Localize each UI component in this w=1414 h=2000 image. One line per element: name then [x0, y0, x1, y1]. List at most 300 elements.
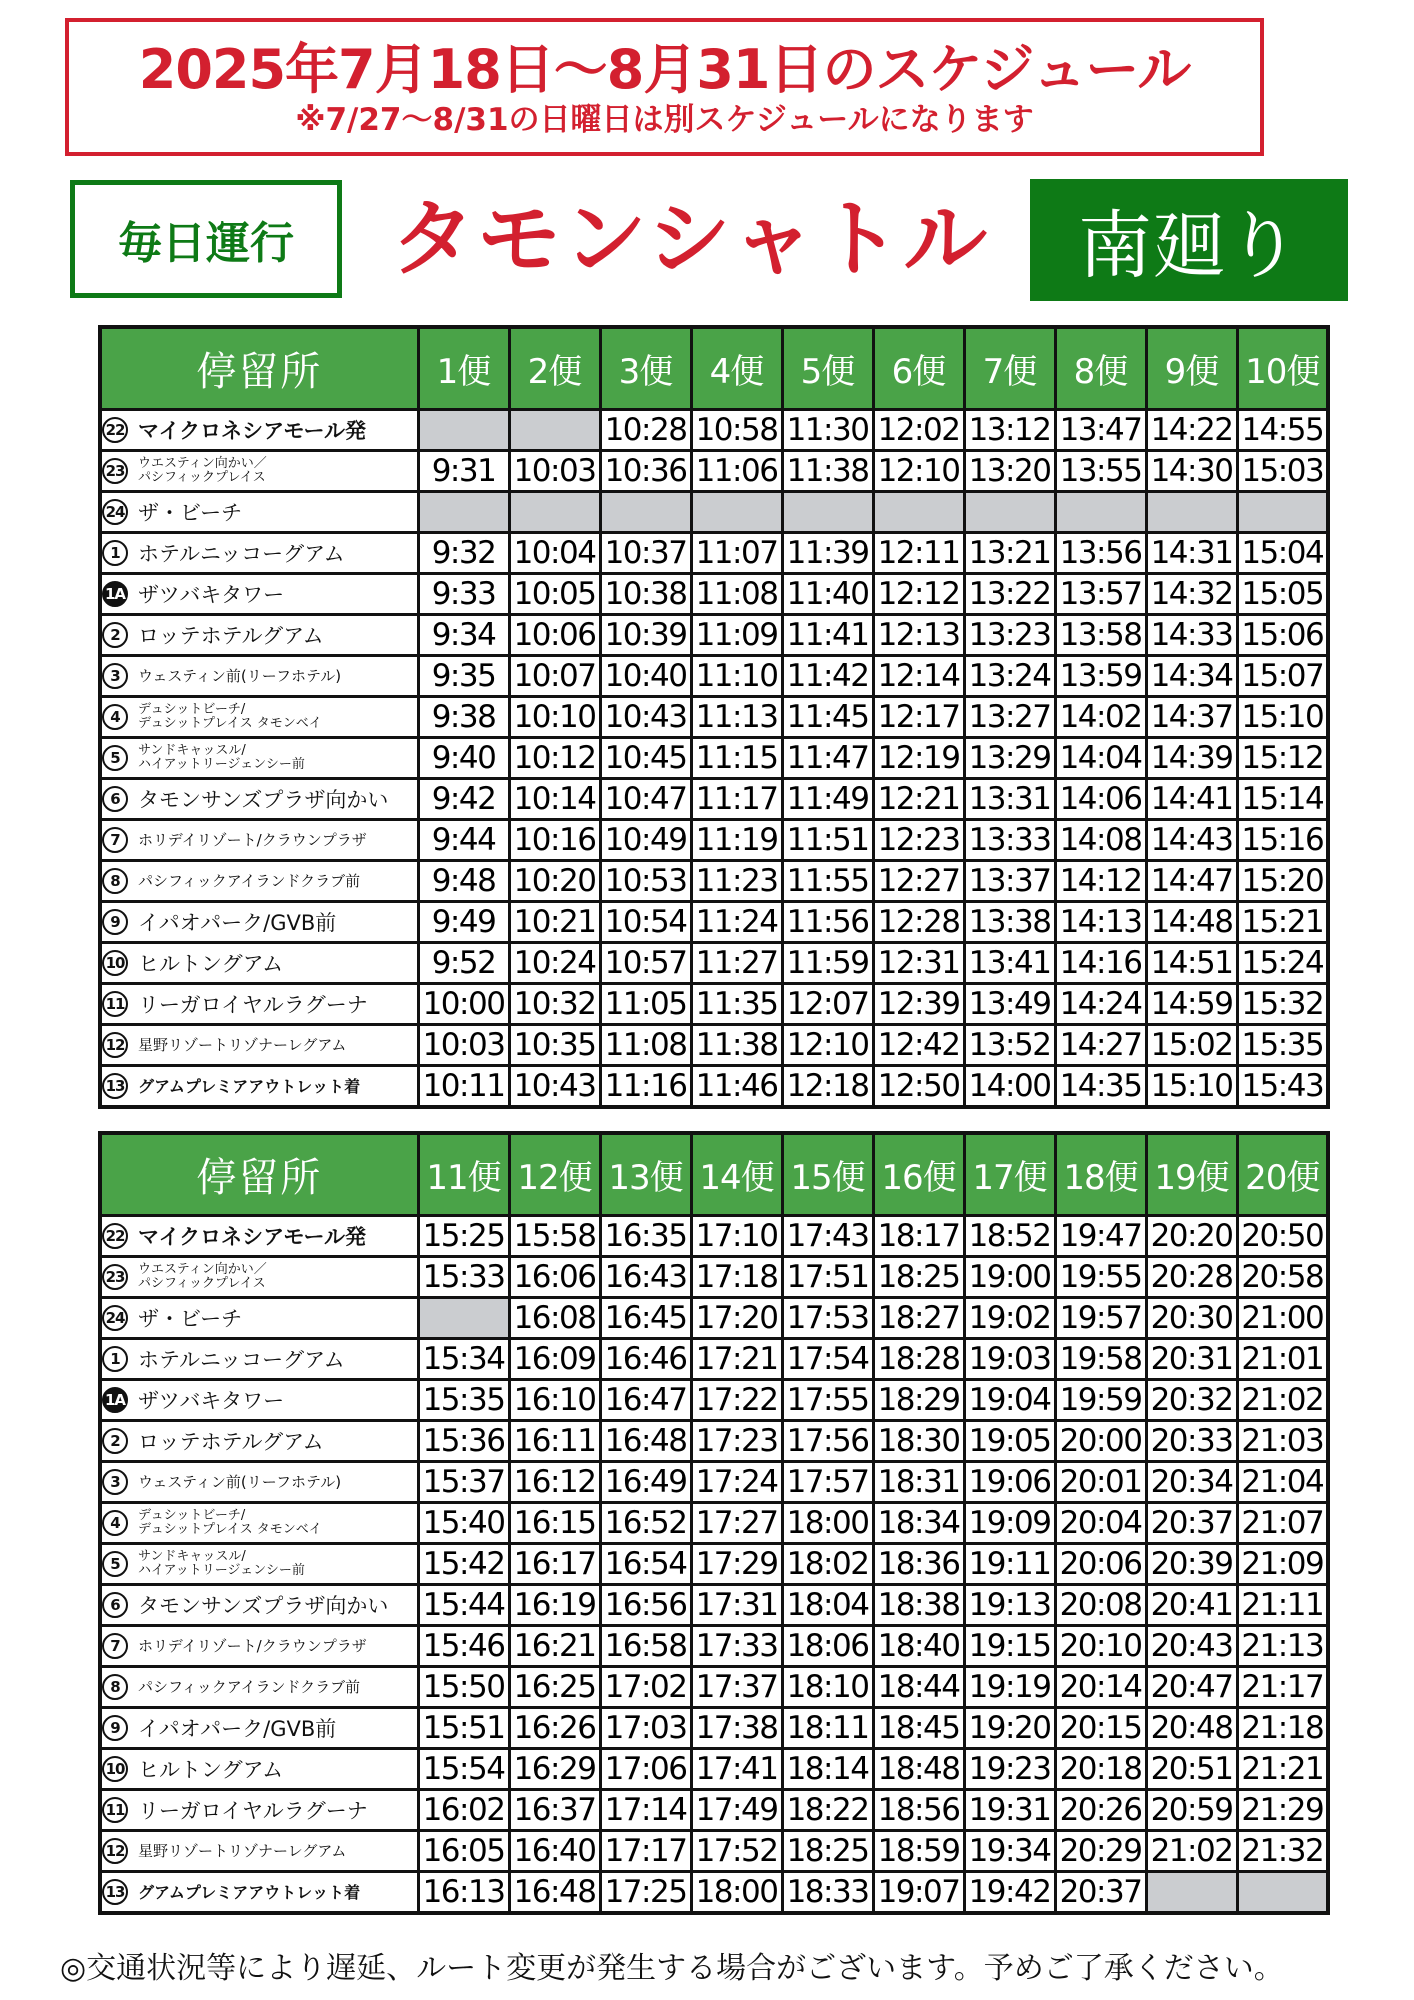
time-cell: 21:02 — [1146, 1830, 1237, 1871]
time-cell: 20:59 — [1146, 1789, 1237, 1830]
trip-header: 2便 — [509, 327, 600, 409]
stop-name: パシフィックアイランドクラブ前 — [138, 872, 361, 890]
stop-name: パシフィックアイランドクラブ前 — [138, 1678, 361, 1696]
time-cell: 14:06 — [1055, 778, 1146, 819]
stop-name: リーガロイヤルラグーナ — [138, 992, 368, 1017]
stop-name-cell — [100, 1215, 418, 1256]
time-cell: 21:13 — [1237, 1625, 1328, 1666]
time-cell: 9:31 — [418, 450, 509, 491]
time-cell: 10:10 — [509, 696, 600, 737]
time-cell: 10:38 — [600, 573, 691, 614]
time-cell: 20:43 — [1146, 1625, 1237, 1666]
time-cell: 15:05 — [1237, 573, 1328, 614]
time-cell: 15:16 — [1237, 819, 1328, 860]
trip-header: 18便 — [1055, 1133, 1146, 1215]
time-cell: 20:58 — [1237, 1256, 1328, 1297]
stop-name-line: ウエスティン向かい／ — [138, 455, 267, 471]
time-cell: 9:40 — [418, 737, 509, 778]
stop-number-icon: 8 — [102, 868, 128, 894]
stop-number-icon: 7 — [102, 827, 128, 853]
time-cell: 20:01 — [1055, 1461, 1146, 1502]
time-cell: 19:47 — [1055, 1215, 1146, 1256]
trip-header: 7便 — [964, 327, 1055, 409]
time-cell: 20:31 — [1146, 1338, 1237, 1379]
stop-name-line: ハイアットリージェンシー前 — [138, 1562, 305, 1578]
trip-header: 4便 — [691, 327, 782, 409]
table-row — [100, 1748, 1328, 1789]
stop-number-icon: 2 — [102, 1428, 128, 1454]
stop-name-cell — [100, 778, 418, 819]
stop-name: グアムプレミアアウトレット着 — [138, 1077, 361, 1096]
time-cell: 11:30 — [782, 409, 873, 450]
time-cell: 18:44 — [873, 1666, 964, 1707]
stop-name: イパオパーク/GVB前 — [138, 1716, 337, 1741]
time-cell: 18:14 — [782, 1748, 873, 1789]
time-cell: 17:02 — [600, 1666, 691, 1707]
time-cell: 17:03 — [600, 1707, 691, 1748]
time-cell: 17:54 — [782, 1338, 873, 1379]
time-cell: 10:28 — [600, 409, 691, 450]
time-cell: 17:18 — [691, 1256, 782, 1297]
time-cell: 13:29 — [964, 737, 1055, 778]
time-cell: 18:10 — [782, 1666, 873, 1707]
time-cell: 21:01 — [1237, 1338, 1328, 1379]
stop-name: ザ・ビーチ — [138, 500, 243, 525]
stop-name — [138, 1509, 322, 1537]
time-cell: 17:55 — [782, 1379, 873, 1420]
stop-number-icon: 24 — [102, 1305, 128, 1331]
table-row — [100, 573, 1328, 614]
time-cell: 14:08 — [1055, 819, 1146, 860]
trip-header: 9便 — [1146, 327, 1237, 409]
trip-header: 14便 — [691, 1133, 782, 1215]
stop-number-icon: 5 — [102, 745, 128, 771]
time-cell: 19:57 — [1055, 1297, 1146, 1338]
time-cell: 21:18 — [1237, 1707, 1328, 1748]
time-cell: 9:38 — [418, 696, 509, 737]
time-cell: 9:33 — [418, 573, 509, 614]
stop-name: ヒルトングアム — [138, 1757, 284, 1782]
stop-number-icon: 7 — [102, 1633, 128, 1659]
time-cell: 12:14 — [873, 655, 964, 696]
trip-header: 5便 — [782, 327, 873, 409]
time-cell: 10:16 — [509, 819, 600, 860]
time-cell: 21:00 — [1237, 1297, 1328, 1338]
time-cell: 12:27 — [873, 860, 964, 901]
table-row — [100, 696, 1328, 737]
time-cell: 12:19 — [873, 737, 964, 778]
time-cell: 20:10 — [1055, 1625, 1146, 1666]
time-cell: 11:09 — [691, 614, 782, 655]
time-cell: 20:39 — [1146, 1543, 1237, 1584]
stop-name-cell — [100, 860, 418, 901]
time-cell: 10:53 — [600, 860, 691, 901]
stop-name-cell — [100, 450, 418, 491]
time-cell: 17:43 — [782, 1215, 873, 1256]
stop-number-icon: 11 — [102, 991, 128, 1017]
stop-name: ウェスティン前(リーフホテル) — [138, 667, 342, 685]
table-row — [100, 737, 1328, 778]
time-cell: 18:40 — [873, 1625, 964, 1666]
time-cell: 21:17 — [1237, 1666, 1328, 1707]
stop-number-icon: 3 — [102, 1469, 128, 1495]
time-cell: 20:18 — [1055, 1748, 1146, 1789]
time-cell: 21:21 — [1237, 1748, 1328, 1789]
time-cell: 10:03 — [418, 1024, 509, 1065]
time-cell: 20:48 — [1146, 1707, 1237, 1748]
trip-header: 8便 — [1055, 327, 1146, 409]
stop-name-cell — [100, 1789, 418, 1830]
time-cell: 14:34 — [1146, 655, 1237, 696]
time-cell: 9:34 — [418, 614, 509, 655]
trip-header: 12便 — [509, 1133, 600, 1215]
stop-number-icon: 4 — [102, 704, 128, 730]
time-cell: 16:29 — [509, 1748, 600, 1789]
table-row — [100, 1215, 1328, 1256]
time-cell: 16:35 — [600, 1215, 691, 1256]
time-cell: 11:17 — [691, 778, 782, 819]
time-cell: 10:47 — [600, 778, 691, 819]
footer-notice: ◎交通状況等により遅延、ルート変更が発生する場合がございます。予めご了承ください。 — [60, 1951, 1284, 1986]
time-cell: 20:34 — [1146, 1461, 1237, 1502]
time-cell: 10:54 — [600, 901, 691, 942]
time-cell: 10:12 — [509, 737, 600, 778]
time-cell: 21:07 — [1237, 1502, 1328, 1543]
stop-number-icon: 6 — [102, 1592, 128, 1618]
stop-number-icon: 1A — [102, 581, 128, 607]
stop-name-line: サンドキャッスル/ — [138, 742, 246, 758]
time-cell: 20:06 — [1055, 1543, 1146, 1584]
stop-name: ザツバキタワー — [138, 1388, 285, 1413]
stop-number-icon: 8 — [102, 1674, 128, 1700]
time-cell: 13:41 — [964, 942, 1055, 983]
time-cell: 11:38 — [691, 1024, 782, 1065]
stop-name-cell — [100, 1256, 418, 1297]
stop-name-cell — [100, 1625, 418, 1666]
time-cell: 12:21 — [873, 778, 964, 819]
time-cell: 12:50 — [873, 1065, 964, 1107]
time-cell: 14:24 — [1055, 983, 1146, 1024]
time-cell: 14:48 — [1146, 901, 1237, 942]
time-cell: 11:27 — [691, 942, 782, 983]
stop-number-icon: 13 — [102, 1879, 128, 1905]
time-cell: 17:24 — [691, 1461, 782, 1502]
stop-name-cell — [100, 696, 418, 737]
no-service-cell — [600, 491, 691, 532]
table-row — [100, 1379, 1328, 1420]
time-cell: 17:31 — [691, 1584, 782, 1625]
time-cell: 19:34 — [964, 1830, 1055, 1871]
stop-name: マイクロネシアモール発 — [138, 418, 367, 443]
time-cell: 11:06 — [691, 450, 782, 491]
stop-name-line: サンドキャッスル/ — [138, 1548, 246, 1564]
no-service-cell — [1146, 1871, 1237, 1913]
timetable-2 — [98, 1131, 1330, 1915]
stop-number-icon: 10 — [102, 1756, 128, 1782]
table-row — [100, 450, 1328, 491]
time-cell: 15:34 — [418, 1338, 509, 1379]
table-row — [100, 901, 1328, 942]
stop-name: タモンサンズプラザ向かい — [138, 787, 389, 812]
time-cell: 14:37 — [1146, 696, 1237, 737]
time-cell: 21:29 — [1237, 1789, 1328, 1830]
time-cell: 15:35 — [418, 1379, 509, 1420]
stop-column-header: 停留所 — [100, 1133, 418, 1215]
time-cell: 18:00 — [782, 1502, 873, 1543]
stop-number-icon: 9 — [102, 909, 128, 935]
table-row — [100, 1065, 1328, 1107]
time-cell: 11:46 — [691, 1065, 782, 1107]
table-row — [100, 1789, 1328, 1830]
time-cell: 12:02 — [873, 409, 964, 450]
time-cell: 18:06 — [782, 1625, 873, 1666]
time-cell: 10:35 — [509, 1024, 600, 1065]
time-cell: 13:47 — [1055, 409, 1146, 450]
time-cell: 15:21 — [1237, 901, 1328, 942]
time-cell: 14:39 — [1146, 737, 1237, 778]
time-cell: 16:48 — [509, 1871, 600, 1913]
time-cell: 20:47 — [1146, 1666, 1237, 1707]
time-cell: 9:52 — [418, 942, 509, 983]
time-cell: 15:40 — [418, 1502, 509, 1543]
table-row — [100, 655, 1328, 696]
stop-name-cell — [100, 942, 418, 983]
time-cell: 16:19 — [509, 1584, 600, 1625]
time-cell: 9:44 — [418, 819, 509, 860]
time-cell: 10:32 — [509, 983, 600, 1024]
stop-name-line: デュシットプレイス タモンベイ — [138, 1521, 322, 1537]
stop-name: イパオパーク/GVB前 — [138, 910, 337, 935]
time-cell: 16:12 — [509, 1461, 600, 1502]
time-cell: 12:07 — [782, 983, 873, 1024]
time-cell: 17:38 — [691, 1707, 782, 1748]
time-cell: 17:14 — [600, 1789, 691, 1830]
time-cell: 16:52 — [600, 1502, 691, 1543]
time-cell: 16:11 — [509, 1420, 600, 1461]
time-cell: 11:35 — [691, 983, 782, 1024]
time-cell: 11:16 — [600, 1065, 691, 1107]
time-cell: 19:42 — [964, 1871, 1055, 1913]
time-cell: 20:33 — [1146, 1420, 1237, 1461]
schedule-period-box — [65, 18, 1264, 156]
time-cell: 15:33 — [418, 1256, 509, 1297]
time-cell: 20:08 — [1055, 1584, 1146, 1625]
table-row — [100, 1871, 1328, 1913]
time-cell: 17:33 — [691, 1625, 782, 1666]
time-cell: 15:24 — [1237, 942, 1328, 983]
table-row — [100, 778, 1328, 819]
time-cell: 11:41 — [782, 614, 873, 655]
time-cell: 11:39 — [782, 532, 873, 573]
time-cell: 16:09 — [509, 1338, 600, 1379]
time-cell: 17:27 — [691, 1502, 782, 1543]
stop-name-cell — [100, 409, 418, 450]
no-service-cell — [873, 491, 964, 532]
time-cell: 16:40 — [509, 1830, 600, 1871]
time-cell: 21:03 — [1237, 1420, 1328, 1461]
trip-header: 13便 — [600, 1133, 691, 1215]
time-cell: 12:18 — [782, 1065, 873, 1107]
time-cell: 10:36 — [600, 450, 691, 491]
time-cell: 18:28 — [873, 1338, 964, 1379]
time-cell: 17:22 — [691, 1379, 782, 1420]
no-service-cell — [509, 409, 600, 450]
time-cell: 15:25 — [418, 1215, 509, 1256]
time-cell: 19:06 — [964, 1461, 1055, 1502]
time-cell: 15:32 — [1237, 983, 1328, 1024]
table-row — [100, 1625, 1328, 1666]
time-cell: 17:51 — [782, 1256, 873, 1297]
time-cell: 10:04 — [509, 532, 600, 573]
stop-name-cell — [100, 1024, 418, 1065]
stop-number-icon: 5 — [102, 1551, 128, 1577]
stop-number-icon: 1A — [102, 1387, 128, 1413]
stop-name: タモンサンズプラザ向かい — [138, 1593, 389, 1618]
stop-name: ホテルニッコーグアム — [138, 541, 345, 566]
stop-number-icon: 24 — [102, 499, 128, 525]
time-cell: 10:03 — [509, 450, 600, 491]
stop-name-line: デュシットプレイス タモンベイ — [138, 715, 322, 731]
time-cell: 16:47 — [600, 1379, 691, 1420]
time-cell: 15:58 — [509, 1215, 600, 1256]
stop-name: ウェスティン前(リーフホテル) — [138, 1473, 342, 1491]
time-cell: 19:03 — [964, 1338, 1055, 1379]
stop-name-cell — [100, 1830, 418, 1871]
stop-name: グアムプレミアアウトレット着 — [138, 1883, 361, 1902]
time-cell: 12:11 — [873, 532, 964, 573]
time-cell: 13:59 — [1055, 655, 1146, 696]
stop-name-line: パシフィックプレイス — [138, 469, 266, 485]
time-cell: 19:23 — [964, 1748, 1055, 1789]
time-cell: 11:55 — [782, 860, 873, 901]
time-cell: 15:03 — [1237, 450, 1328, 491]
time-cell: 18:36 — [873, 1543, 964, 1584]
stop-name: ホリデイリゾート/クラウンプラザ — [138, 1637, 367, 1655]
trip-header: 10便 — [1237, 327, 1328, 409]
table-row — [100, 1297, 1328, 1338]
time-cell: 19:07 — [873, 1871, 964, 1913]
daily-operation-badge: 毎日運行 — [70, 180, 342, 298]
trip-header: 19便 — [1146, 1133, 1237, 1215]
stop-number-icon: 12 — [102, 1838, 128, 1864]
time-cell: 16:26 — [509, 1707, 600, 1748]
time-cell: 16:46 — [600, 1338, 691, 1379]
stop-name-cell — [100, 1420, 418, 1461]
time-cell: 10:49 — [600, 819, 691, 860]
time-cell: 10:00 — [418, 983, 509, 1024]
time-cell: 11:49 — [782, 778, 873, 819]
time-cell: 13:31 — [964, 778, 1055, 819]
stop-number-icon: 11 — [102, 1797, 128, 1823]
time-cell: 11:10 — [691, 655, 782, 696]
stop-name-cell — [100, 1461, 418, 1502]
stop-number-icon: 22 — [102, 1223, 128, 1249]
time-cell: 10:20 — [509, 860, 600, 901]
table-row — [100, 532, 1328, 573]
time-cell: 16:56 — [600, 1584, 691, 1625]
stop-number-icon: 4 — [102, 1510, 128, 1536]
time-cell: 16:05 — [418, 1830, 509, 1871]
stop-number-icon: 1 — [102, 540, 128, 566]
route-title: タモンシャトル — [390, 190, 990, 288]
time-cell: 17:37 — [691, 1666, 782, 1707]
time-cell: 10:43 — [600, 696, 691, 737]
time-cell: 14:27 — [1055, 1024, 1146, 1065]
stop-name-cell — [100, 1707, 418, 1748]
stop-number-icon: 23 — [102, 458, 128, 484]
time-cell: 16:02 — [418, 1789, 509, 1830]
trip-header: 20便 — [1237, 1133, 1328, 1215]
no-service-cell — [509, 491, 600, 532]
time-cell: 17:25 — [600, 1871, 691, 1913]
stop-name-cell — [100, 1543, 418, 1584]
table-row — [100, 1502, 1328, 1543]
time-cell: 11:07 — [691, 532, 782, 573]
time-cell: 15:51 — [418, 1707, 509, 1748]
no-service-cell — [1055, 491, 1146, 532]
time-cell: 15:36 — [418, 1420, 509, 1461]
time-cell: 16:13 — [418, 1871, 509, 1913]
table-row — [100, 1707, 1328, 1748]
time-cell: 16:48 — [600, 1420, 691, 1461]
stop-name — [138, 744, 305, 772]
stop-name-cell — [100, 655, 418, 696]
time-cell: 18:22 — [782, 1789, 873, 1830]
time-cell: 15:44 — [418, 1584, 509, 1625]
no-service-cell — [1237, 491, 1328, 532]
timetable-header-row — [100, 1133, 1328, 1215]
time-cell: 20:15 — [1055, 1707, 1146, 1748]
time-cell: 12:28 — [873, 901, 964, 942]
time-cell: 16:17 — [509, 1543, 600, 1584]
no-service-cell — [782, 491, 873, 532]
time-cell: 15:46 — [418, 1625, 509, 1666]
time-cell: 11:51 — [782, 819, 873, 860]
time-cell: 14:32 — [1146, 573, 1237, 614]
time-cell: 15:20 — [1237, 860, 1328, 901]
time-cell: 17:29 — [691, 1543, 782, 1584]
time-cell: 20:20 — [1146, 1215, 1237, 1256]
time-cell: 17:53 — [782, 1297, 873, 1338]
time-cell: 16:06 — [509, 1256, 600, 1297]
time-cell: 18:59 — [873, 1830, 964, 1871]
time-cell: 11:47 — [782, 737, 873, 778]
table-row — [100, 614, 1328, 655]
time-cell: 19:05 — [964, 1420, 1055, 1461]
time-cell: 9:48 — [418, 860, 509, 901]
time-cell: 16:54 — [600, 1543, 691, 1584]
time-cell: 12:23 — [873, 819, 964, 860]
table-row — [100, 1024, 1328, 1065]
time-cell: 15:02 — [1146, 1024, 1237, 1065]
table-row — [100, 1543, 1328, 1584]
time-cell: 20:00 — [1055, 1420, 1146, 1461]
stop-number-icon: 23 — [102, 1264, 128, 1290]
stop-name — [138, 1550, 305, 1578]
time-cell: 20:26 — [1055, 1789, 1146, 1830]
table-row — [100, 942, 1328, 983]
time-cell: 10:57 — [600, 942, 691, 983]
time-cell: 10:43 — [509, 1065, 600, 1107]
time-cell: 13:55 — [1055, 450, 1146, 491]
time-cell: 18:33 — [782, 1871, 873, 1913]
time-cell: 16:49 — [600, 1461, 691, 1502]
trip-header: 1便 — [418, 327, 509, 409]
stop-name-cell — [100, 1379, 418, 1420]
time-cell: 13:52 — [964, 1024, 1055, 1065]
time-cell: 14:51 — [1146, 942, 1237, 983]
stop-name: ロッテホテルグアム — [138, 1429, 324, 1454]
